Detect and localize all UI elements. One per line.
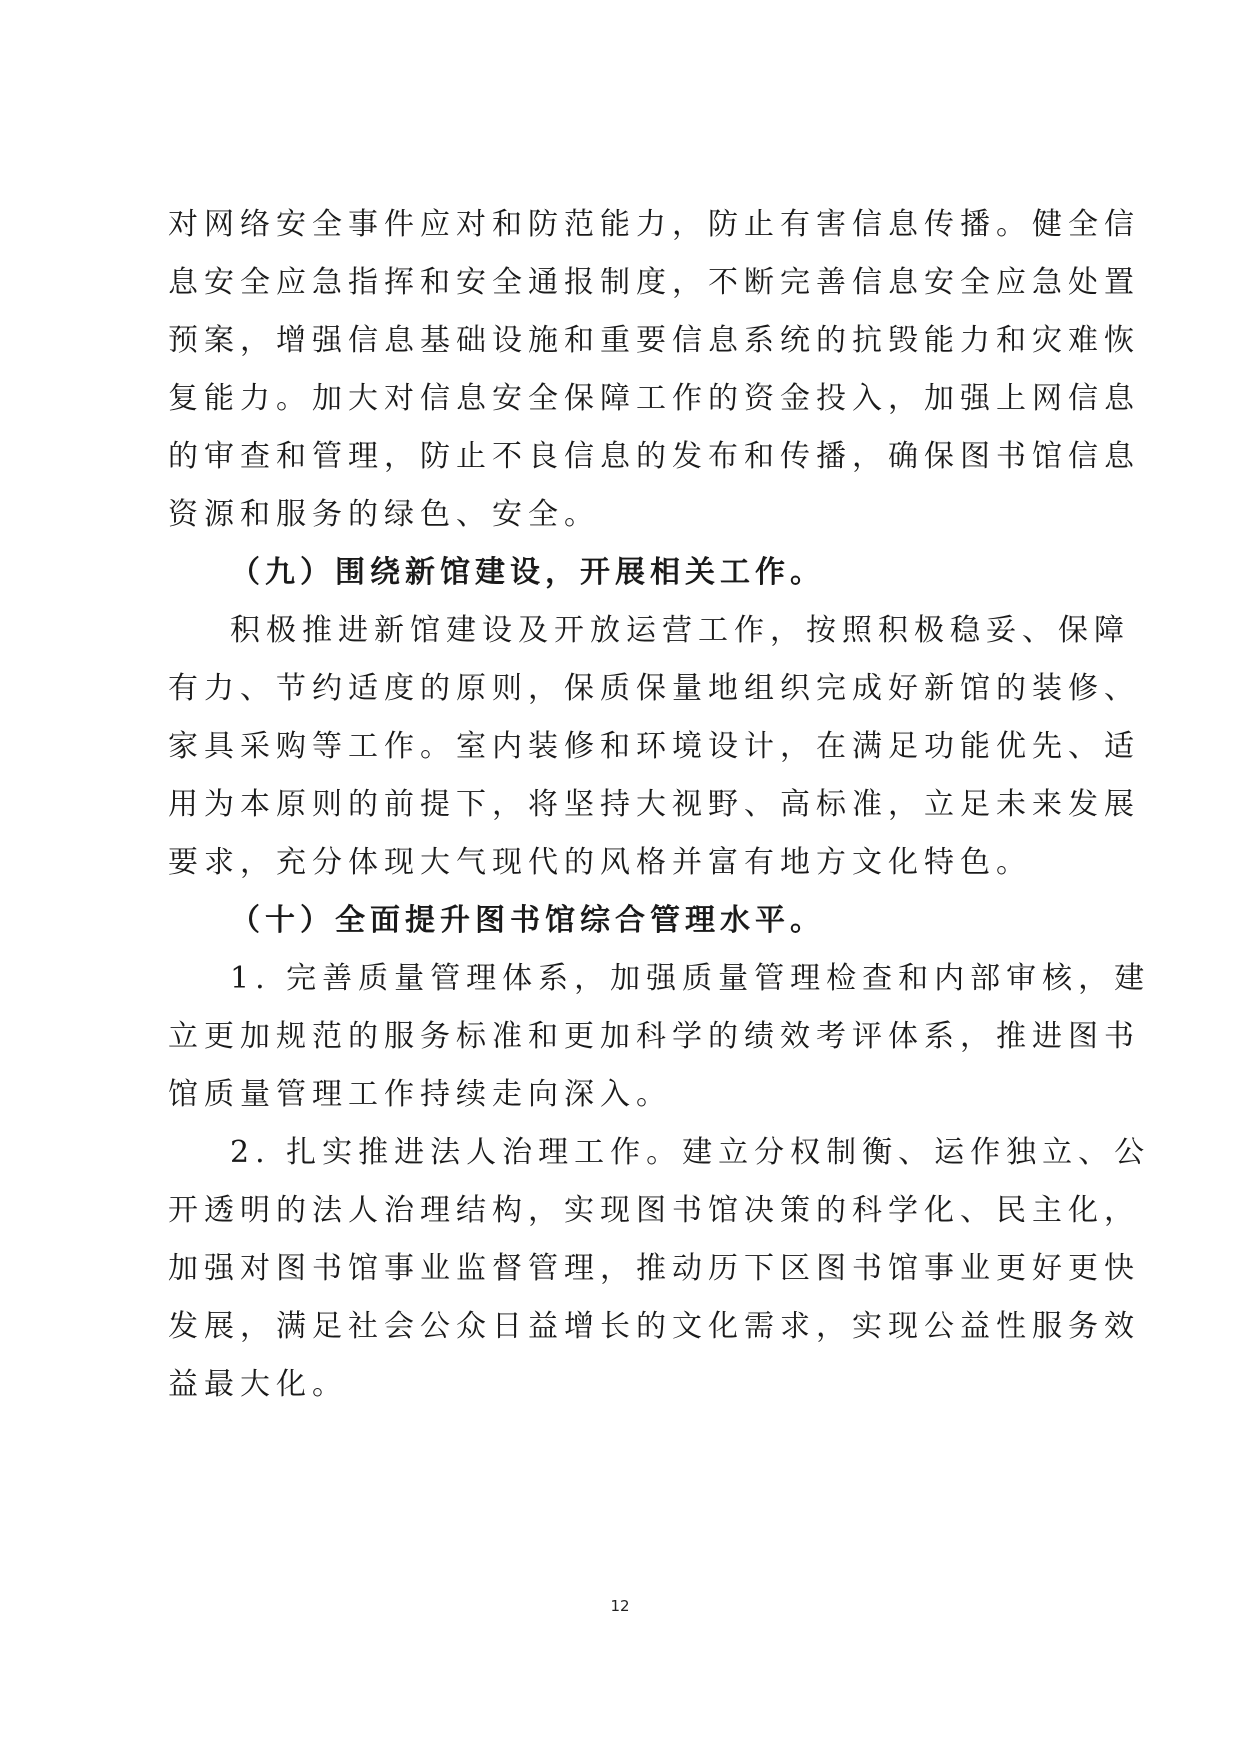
list-item-line: 加强对图书馆事业监督管理，推动历下区图书馆事业更好更快: [168, 1251, 1140, 1286]
paragraph-line: 要求，充分体现大气现代的风格并富有地方文化特色。: [168, 845, 1032, 880]
paragraph-line: 用为本原则的前提下，将坚持大视野、高标准，立足未来发展: [168, 787, 1140, 822]
list-item-line: 开透明的法人治理结构，实现图书馆决策的科学化、民主化，: [168, 1193, 1140, 1228]
list-item-line: 馆质量管理工作持续走向深入。: [168, 1077, 672, 1112]
page-number: 12: [610, 1597, 630, 1615]
section-heading-10: （十）全面提升图书馆综合管理水平。: [230, 903, 825, 938]
paragraph-line: 有力、节约适度的原则，保质保量地组织完成好新馆的装修、: [168, 671, 1140, 706]
paragraph-line: 家具采购等工作。室内装修和环境设计，在满足功能优先、适: [168, 729, 1140, 764]
paragraph-line: 的审查和管理，防止不良信息的发布和传播，确保图书馆信息: [168, 439, 1140, 474]
list-item-line: 2. 扎实推进法人治理工作。建立分权制衡、运作独立、公: [230, 1135, 1151, 1170]
section-heading-9: （九）围绕新馆建设，开展相关工作。: [230, 555, 825, 590]
list-item-line: 1. 完善质量管理体系，加强质量管理检查和内部审核，建: [230, 961, 1151, 996]
list-item-line: 立更加规范的服务标准和更加科学的绩效考评体系，推进图书: [168, 1019, 1140, 1054]
paragraph-line: 资源和服务的绿色、安全。: [168, 497, 600, 532]
paragraph-line: 预案，增强信息基础设施和重要信息系统的抗毁能力和灾难恢: [168, 323, 1140, 358]
list-item-line: 发展，满足社会公众日益增长的文化需求，实现公益性服务效: [168, 1309, 1140, 1344]
paragraph-line: 对网络安全事件应对和防范能力，防止有害信息传播。健全信: [168, 207, 1140, 242]
paragraph-line: 积极推进新馆建设及开放运营工作，按照积极稳妥、保障: [230, 613, 1130, 648]
list-item-line: 益最大化。: [168, 1367, 348, 1402]
paragraph-line: 息安全应急指挥和安全通报制度，不断完善信息安全应急处置: [168, 265, 1140, 300]
paragraph-line: 复能力。加大对信息安全保障工作的资金投入，加强上网信息: [168, 381, 1140, 416]
